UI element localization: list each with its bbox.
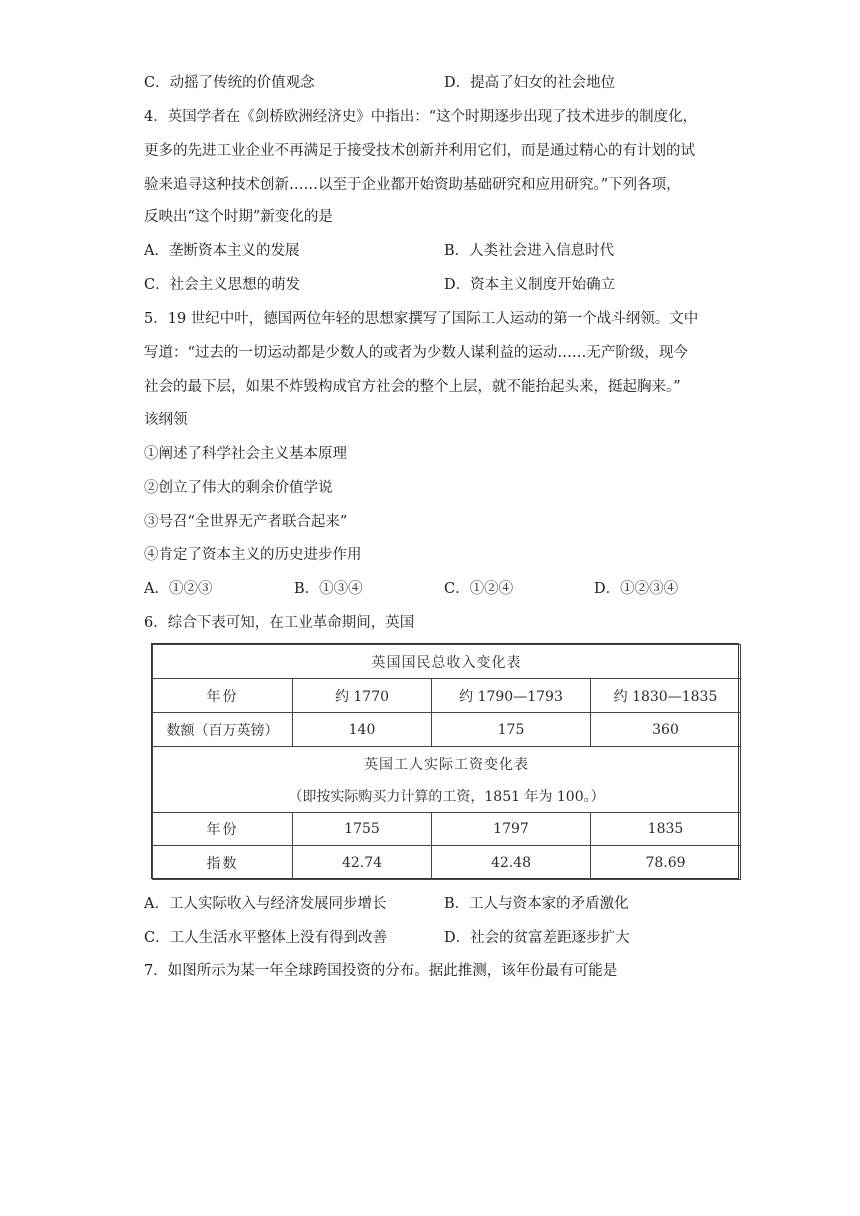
income-value-2: 175 [432,713,591,747]
q6-option-c: C．工人生活水平整体上没有得到改善 [144,930,388,946]
q5-option-a: A．①②③ [144,581,213,597]
income-header-col-3: 约 1830—1835 [591,679,741,713]
q5-item-2: ②创立了伟大的剩余价值学说 [144,480,333,496]
q6-options-row-1 [144,894,744,914]
income-row-label: 数额（百万英镑） [153,713,293,747]
q3-option-d: D．提高了妇女的社会地位 [444,75,616,91]
wage-row-label: 指数 [153,846,293,880]
q4-stem-line-3: 验来追寻这种技术创新……以至于企业都开始资助基础研究和应用研究。”下列各项， [144,177,681,193]
wage-value-1: 42.74 [293,846,432,880]
q4-stem-line-2: 更多的先进工业企业不再满足于接受技术创新并利用它们，而是通过精心的有计划的试 [144,143,695,159]
q6-options-row-2 [144,928,744,948]
q4-option-a: A．垄断资本主义的发展 [144,243,300,259]
q5-item-1: ①阐述了科学社会主义基本原理 [144,446,347,462]
wage-header-year: 年份 [153,813,293,846]
q5-stem-line-4: 该纲领 [144,412,188,428]
q5-item-3: ③号召“全世界无产者联合起来” [144,514,348,530]
wage-table-subtitle: （即按实际购买力计算的工资，1851 年为 100。） [153,781,741,813]
q5-stem-line-1: 5．19 世纪中叶，德国两位年轻的思想家撰写了国际工人运动的第一个战斗纲领。文中 [144,311,699,327]
wage-table-title: 英国工人实际工资变化表 [153,747,741,781]
q5-option-c: C．①②④ [444,581,514,597]
q4-stem-line-4: 反映出“这个时期”新变化的是 [144,209,333,225]
q5-item-4: ④肯定了资本主义的历史进步作用 [144,547,362,563]
q4-options-row-1 [144,241,744,261]
q4-option-b: B．人类社会进入信息时代 [444,243,615,259]
q6-option-d: D．社会的贫富差距逐步扩大 [444,930,630,946]
q5-options [144,579,744,599]
q4-stem-line-1: 4．英国学者在《剑桥欧洲经济史》中指出：“这个时期逐步出现了技术进步的制度化， [144,109,698,125]
q4-option-d: D．资本主义制度开始确立 [444,277,616,293]
q5-option-b: B．①③④ [294,581,363,597]
q3-options [144,73,744,93]
wage-header-col-2: 1797 [432,813,591,846]
q7-stem: 7．如图所示为某一年全球跨国投资的分布。据此推测，该年份最有可能是 [144,963,618,979]
wage-value-2: 42.48 [432,846,591,880]
q3-option-c: C．动摇了传统的价值观念 [144,75,315,91]
q4-options-row-2 [144,275,744,295]
wage-value-3: 78.69 [591,846,741,880]
q5-stem-line-3: 社会的最下层，如果不炸毁构成官方社会的整个上层，就不能抬起头来，挺起胸来。” [144,379,681,395]
wage-header-col-3: 1835 [591,813,741,846]
q5-option-d: D．①②③④ [594,581,679,597]
income-header-col-1: 约 1770 [293,679,432,713]
q6-table [151,643,739,879]
q6-option-b: B．工人与资本家的矛盾激化 [444,896,629,912]
income-table-title: 英国国民总收入变化表 [153,645,741,679]
wage-header-col-1: 1755 [293,813,432,846]
q6-option-a: A．工人实际收入与经济发展同步增长 [144,896,387,912]
income-header-year: 年份 [153,679,293,713]
q6-stem: 6．综合下表可知，在工业革命期间，英国 [144,615,415,631]
income-value-3: 360 [591,713,741,747]
income-header-col-2: 约 1790—1793 [432,679,591,713]
income-value-1: 140 [293,713,432,747]
q4-option-c: C．社会主义思想的萌发 [144,277,301,293]
q5-stem-line-2: 写道：“过去的一切运动都是少数人的或者为少数人谋利益的运动……无产阶级，现今 [144,345,688,361]
